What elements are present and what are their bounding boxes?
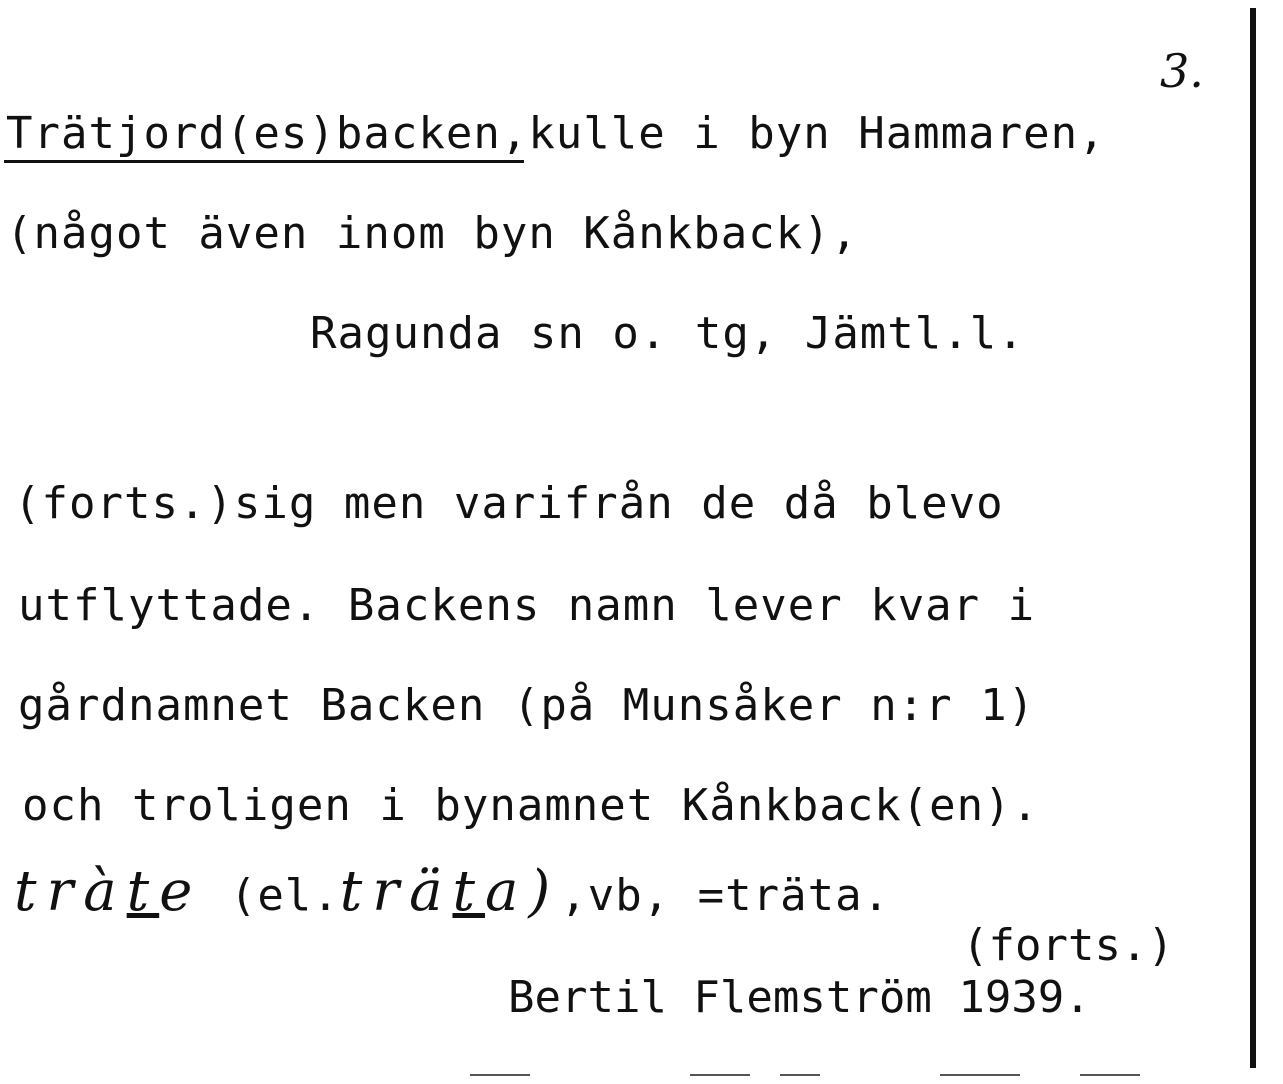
phonetic-el-label: (el.: [229, 870, 340, 921]
phonetic-form-2-start: trä: [339, 859, 453, 924]
phonetic-form-1-start: trà: [14, 859, 127, 924]
headword: Trätjord(es)backen: [6, 108, 501, 159]
scan-artifact: [690, 1074, 750, 1076]
body-line-3: gårdnamnet Backen (på Munsåker n:r 1): [18, 680, 1036, 731]
headword-line: [6, 108, 1106, 160]
continued-note: (forts.): [962, 920, 1174, 971]
phonetic-form-2-end: a): [484, 859, 561, 924]
body-line-4: och troligen i bynamnet Kånkback(en).: [22, 780, 1040, 831]
phonetic-form-1-underlined: t: [126, 859, 160, 924]
parish-line: Ragunda sn o. tg, Jämtl.l.: [310, 308, 1025, 359]
scan-artifact: [1080, 1074, 1140, 1076]
headword-description: ,kulle i byn Hammaren,: [500, 108, 1106, 159]
scan-artifact: [940, 1074, 1020, 1076]
location-line-2: (något även inom byn Kånkback),: [6, 208, 859, 259]
scan-artifact: [470, 1074, 530, 1076]
headword-underline: [4, 160, 524, 163]
card-number: 3.: [1160, 44, 1204, 98]
body-line-1: (forts.)sig men varifrån de då blevo: [14, 478, 1004, 529]
phonetic-line: [14, 859, 891, 924]
scan-artifact: [780, 1074, 820, 1076]
signature: Bertil Flemström 1939.: [508, 972, 1091, 1023]
body-line-2: utflyttade. Backens namn lever kvar i: [18, 580, 1036, 631]
card-edge-line: [1250, 8, 1256, 1068]
phonetic-form-1-end: e: [159, 859, 203, 924]
phonetic-form-2-underlined: t: [452, 859, 485, 924]
verb-gloss: ,vb, =träta.: [560, 870, 891, 921]
